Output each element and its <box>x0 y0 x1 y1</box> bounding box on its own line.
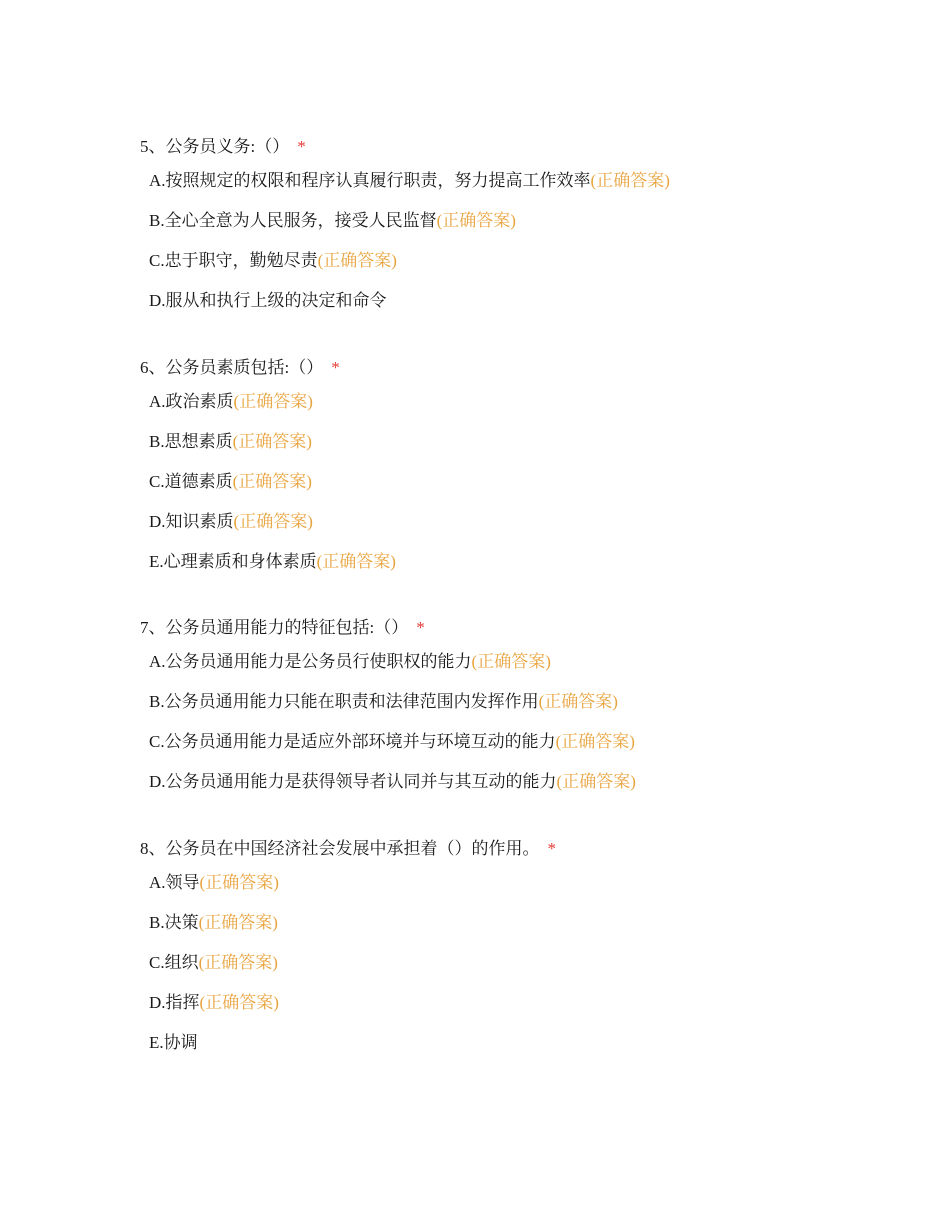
question-text: 7、公务员通用能力的特征包括:（） <box>140 618 409 637</box>
option-text: A.按照规定的权限和程序认真履行职责，努力提高工作效率 <box>149 171 591 190</box>
question-7 <box>140 616 920 810</box>
correct-answer-tag: (正确答案) <box>538 692 618 711</box>
option-text: A.政治素质 <box>149 392 234 411</box>
correct-answer-tag: (正确答案) <box>198 953 278 972</box>
option-c[interactable] <box>149 249 920 273</box>
option-text: C.组织 <box>149 953 199 972</box>
option-text: A.公务员通用能力是公务员行使职权的能力 <box>149 652 472 671</box>
option-e[interactable] <box>149 1031 920 1055</box>
option-text: D.知识素质 <box>149 512 234 531</box>
option-b[interactable] <box>149 209 920 233</box>
option-text: C.道德素质 <box>149 472 233 491</box>
option-a[interactable] <box>149 169 920 193</box>
required-mark: * <box>297 137 306 156</box>
correct-answer-tag: (正确答案) <box>590 171 670 190</box>
option-text: D.服从和执行上级的决定和命令 <box>149 291 387 310</box>
option-d[interactable] <box>149 510 920 534</box>
option-d[interactable] <box>149 770 920 794</box>
option-text: E.协调 <box>149 1033 198 1052</box>
option-d[interactable] <box>149 289 920 313</box>
correct-answer-tag: (正确答案) <box>556 772 636 791</box>
option-a[interactable] <box>149 871 920 895</box>
option-c[interactable] <box>149 730 920 754</box>
question-5 <box>140 135 920 329</box>
correct-answer-tag: (正确答案) <box>199 873 279 892</box>
question-text: 8、公务员在中国经济社会发展中承担着（）的作用。 <box>140 839 540 858</box>
option-list <box>140 871 920 1055</box>
required-mark: * <box>416 618 425 637</box>
correct-answer-tag: (正确答案) <box>471 652 551 671</box>
option-text: E.心理素质和身体素质 <box>149 552 317 571</box>
question-8 <box>140 837 920 1071</box>
correct-answer-tag: (正确答案) <box>317 251 397 270</box>
question-title <box>140 616 920 640</box>
option-b[interactable] <box>149 430 920 454</box>
option-text: B.全心全意为人民服务，接受人民监督 <box>149 211 437 230</box>
option-list <box>140 169 920 313</box>
option-text: A.领导 <box>149 873 200 892</box>
option-list <box>140 650 920 794</box>
question-title <box>140 837 920 861</box>
question-6 <box>140 356 920 590</box>
correct-answer-tag: (正确答案) <box>199 993 279 1012</box>
question-text: 5、公务员义务:（） <box>140 137 290 156</box>
correct-answer-tag: (正确答案) <box>316 552 396 571</box>
option-c[interactable] <box>149 951 920 975</box>
question-title <box>140 135 920 159</box>
correct-answer-tag: (正确答案) <box>232 432 312 451</box>
question-text: 6、公务员素质包括:（） <box>140 358 324 377</box>
correct-answer-tag: (正确答案) <box>232 472 312 491</box>
correct-answer-tag: (正确答案) <box>233 392 313 411</box>
question-title <box>140 356 920 380</box>
option-text: D.公务员通用能力是获得领导者认同并与其互动的能力 <box>149 772 557 791</box>
required-mark: * <box>547 839 556 858</box>
option-list <box>140 390 920 574</box>
option-text: B.思想素质 <box>149 432 233 451</box>
option-text: B.公务员通用能力只能在职责和法律范围内发挥作用 <box>149 692 539 711</box>
option-text: B.决策 <box>149 913 199 932</box>
option-d[interactable] <box>149 991 920 1015</box>
option-e[interactable] <box>149 550 920 574</box>
option-a[interactable] <box>149 650 920 674</box>
correct-answer-tag: (正确答案) <box>198 913 278 932</box>
option-b[interactable] <box>149 690 920 714</box>
correct-answer-tag: (正确答案) <box>555 732 635 751</box>
option-text: C.公务员通用能力是适应外部环境并与环境互动的能力 <box>149 732 556 751</box>
option-text: D.指挥 <box>149 993 200 1012</box>
required-mark: * <box>331 358 340 377</box>
option-c[interactable] <box>149 470 920 494</box>
correct-answer-tag: (正确答案) <box>436 211 516 230</box>
option-a[interactable] <box>149 390 920 414</box>
correct-answer-tag: (正确答案) <box>233 512 313 531</box>
option-b[interactable] <box>149 911 920 935</box>
option-text: C.忠于职守，勤勉尽责 <box>149 251 318 270</box>
